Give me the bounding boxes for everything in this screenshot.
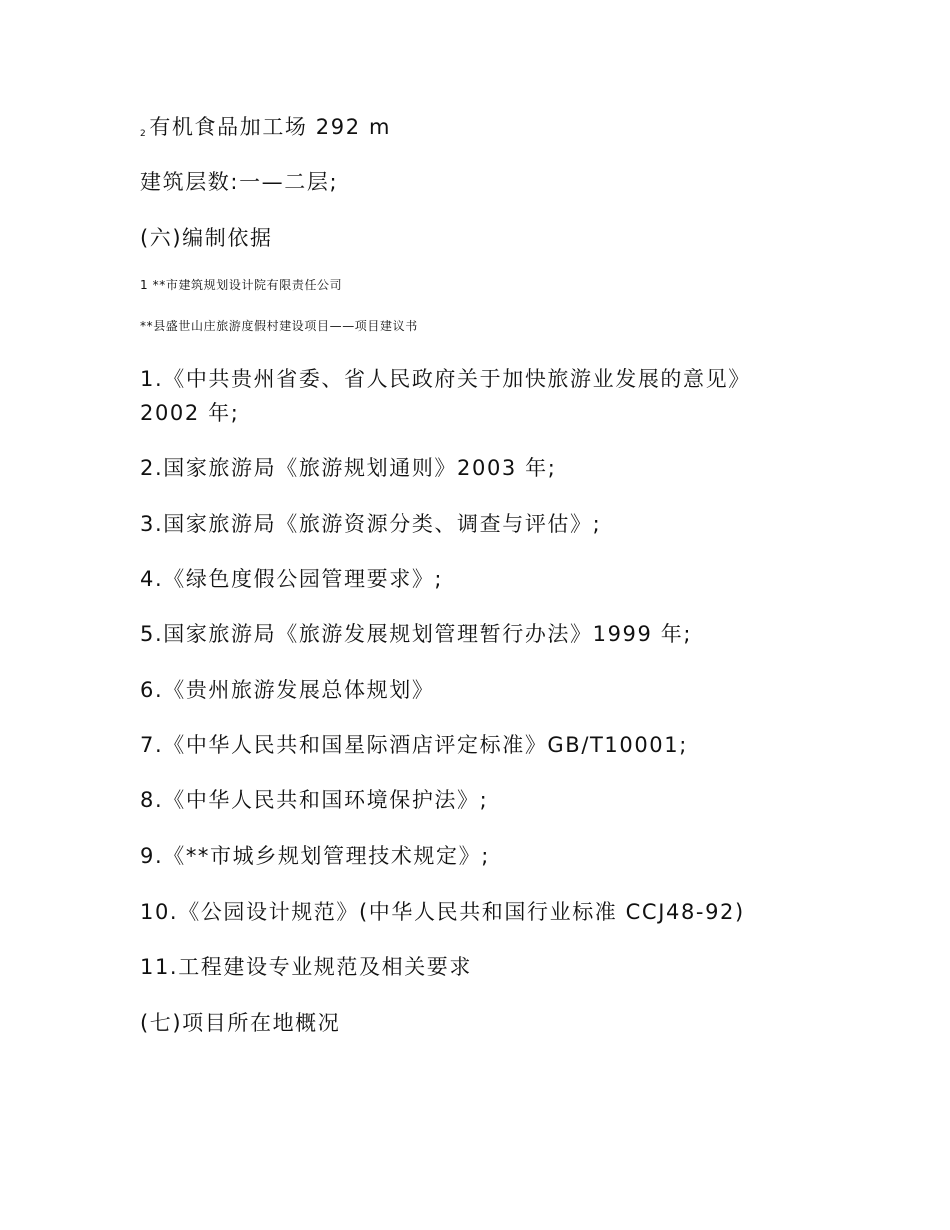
- basis-item-11: 11.工程建设专业规范及相关要求: [140, 955, 472, 979]
- floors-line: 建筑层数:一—二层;: [140, 170, 339, 194]
- basis-item-8: 8.《中华人民共和国环境保护法》;: [140, 788, 489, 812]
- basis-item-3: 3.国家旅游局《旅游资源分类、调查与评估》;: [140, 512, 602, 536]
- section-six-heading: (六)编制依据: [140, 226, 273, 250]
- basis-item-10: 10.《公园设计规范》(中华人民共和国行业标准 CCJ48-92): [140, 900, 745, 924]
- basis-item-9: 9.《**市城乡规划管理技术规定》;: [140, 844, 490, 868]
- source-line-1: 1 **市建筑规划设计院有限责任公司: [140, 278, 343, 292]
- basis-item-4: 4.《绿色度假公园管理要求》;: [140, 567, 444, 591]
- area-line: [140, 117, 391, 139]
- basis-item-6: 6.《贵州旅游发展总体规划》: [140, 678, 435, 702]
- source-line-2: **县盛世山庄旅游度假村建设项目——项目建议书: [140, 319, 418, 333]
- area-line-text: 有机食品加工场 292 m: [149, 115, 392, 139]
- basis-item-1: 1.《中共贵州省委、省人民政府关于加快旅游业发展的意见》2002 年;: [140, 367, 751, 425]
- section-seven-heading: (七)项目所在地概况: [140, 1011, 341, 1035]
- area-line-prefix: 2: [140, 129, 148, 139]
- basis-item-5: 5.国家旅游局《旅游发展规划管理暂行办法》1999 年;: [140, 622, 693, 646]
- basis-item-2: 2.国家旅游局《旅游规划通则》2003 年;: [140, 456, 557, 480]
- basis-item-7: 7.《中华人民共和国星际酒店评定标准》GB/T10001;: [140, 733, 688, 757]
